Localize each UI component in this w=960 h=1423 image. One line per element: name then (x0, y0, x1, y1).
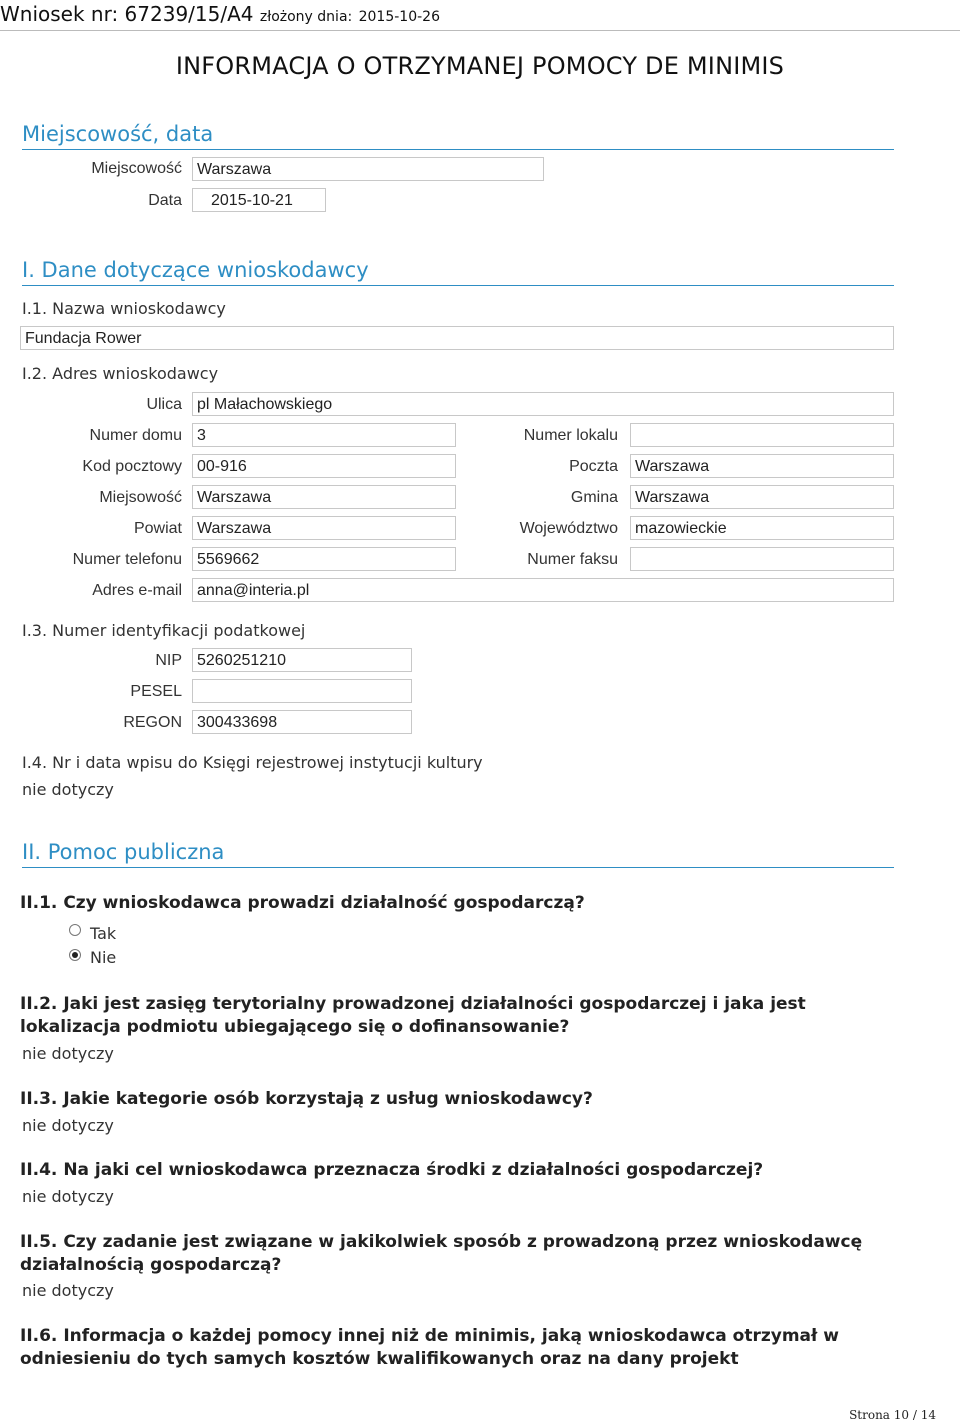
question-3: II.3. Jakie kategorie osób korzystają z usług wnioskodawcy? (20, 1089, 593, 1109)
question-1: II.1. Czy wnioskodawca prowadzi działalność gospodarczą? (20, 893, 585, 913)
header-divider (0, 30, 960, 31)
voivodeship-label: Województwo (519, 520, 618, 537)
radio-no[interactable] (69, 949, 81, 961)
town-field[interactable]: Warszawa (192, 485, 456, 509)
nip-label: NIP (155, 652, 182, 669)
application-header (0, 2, 440, 26)
section-applicant-heading: I. Dane dotyczące wnioskodawcy (22, 258, 894, 286)
street-label: Ulica (146, 396, 182, 413)
nip-field[interactable]: 5260251210 (192, 648, 412, 672)
commune-field[interactable]: Warszawa (630, 485, 894, 509)
house-number-field[interactable]: 3 (192, 423, 456, 447)
city-label: Miejscowość (91, 160, 182, 177)
submitted-label: złożony dnia: (259, 9, 353, 25)
page-number: Strona 10 / 14 (849, 1408, 936, 1422)
commune-label: Gmina (570, 489, 618, 506)
regon-label: REGON (123, 714, 182, 731)
question-2: II.2. Jaki jest zasięg terytorialny prowadzonej działalności gospodarczej i jaka jest lokalizacja podmiotu ubiegającego się o dofinansowanie? (20, 994, 806, 1037)
fax-label: Numer faksu (527, 551, 618, 568)
postal-code-field[interactable]: 00-916 (192, 454, 456, 478)
radio-yes-label: Tak (90, 924, 117, 943)
question-3-answer: nie dotyczy (22, 1116, 114, 1135)
pesel-label: PESEL (130, 683, 182, 700)
town-label: Miejsowość (99, 489, 182, 506)
postal-code-label: Kod pocztowy (82, 458, 182, 475)
pesel-field[interactable] (192, 679, 412, 703)
question-5: II.5. Czy zadanie jest związane w jakikolwiek sposób z prowadzoną przez wnioskodawcę działalnością gospodarczą? (20, 1232, 863, 1275)
local-number-field[interactable] (630, 423, 894, 447)
county-field[interactable]: Warszawa (192, 516, 456, 540)
question-4-answer: nie dotyczy (22, 1187, 114, 1206)
applicant-name-field[interactable]: Fundacja Rower (20, 326, 894, 350)
radio-no-label: Nie (90, 948, 117, 967)
street-field[interactable]: pl Małachowskiego (192, 392, 894, 416)
phone-label: Numer telefonu (72, 551, 182, 568)
city-field[interactable]: Warszawa (192, 157, 544, 181)
culture-register-heading: I.4. Nr i data wpisu do Księgi rejestrowej instytucji kultury (22, 753, 483, 772)
local-number-label: Numer lokalu (523, 427, 618, 444)
applicant-address-heading: I.2. Adres wnioskodawcy (22, 364, 219, 383)
date-label: Data (148, 192, 182, 209)
page-title: INFORMACJA O OTRZYMANEJ POMOCY DE MINIMIS (175, 52, 785, 80)
email-field[interactable]: anna@interia.pl (192, 578, 894, 602)
email-label: Adres e-mail (92, 582, 182, 599)
phone-field[interactable]: 5569662 (192, 547, 456, 571)
question-5-answer: nie dotyczy (22, 1281, 114, 1300)
fax-field[interactable] (630, 547, 894, 571)
question-6: II.6. Informacja o każdej pomocy innej niż de minimis, jaką wnioskodawca otrzymał w odniesieniu do tych samych kosztów kwalifikowanych oraz na dany projekt (20, 1326, 839, 1369)
house-number-label: Numer domu (89, 427, 182, 444)
submitted-date: 2015-10-26 (358, 9, 440, 25)
section-place-date-heading: Miejscowość, data (22, 122, 894, 150)
section-public-aid-heading: II. Pomoc publiczna (22, 840, 894, 868)
application-number: Wniosek nr: 67239/15/A4 (0, 2, 254, 26)
radio-yes[interactable] (69, 924, 81, 936)
regon-field[interactable]: 300433698 (192, 710, 412, 734)
culture-register-value: nie dotyczy (22, 780, 114, 799)
date-field[interactable]: 2015-10-21 (192, 188, 326, 212)
post-office-label: Poczta (569, 458, 618, 475)
question-2-answer: nie dotyczy (22, 1044, 114, 1063)
county-label: Powiat (133, 520, 182, 537)
tax-id-heading: I.3. Numer identyfikacji podatkowej (22, 621, 306, 640)
question-4: II.4. Na jaki cel wnioskodawca przeznacza środki z działalności gospodarczej? (20, 1160, 764, 1180)
radio-no-selected-dot (72, 952, 78, 958)
voivodeship-field[interactable]: mazowieckie (630, 516, 894, 540)
post-office-field[interactable]: Warszawa (630, 454, 894, 478)
applicant-name-heading: I.1. Nazwa wnioskodawcy (22, 299, 226, 318)
